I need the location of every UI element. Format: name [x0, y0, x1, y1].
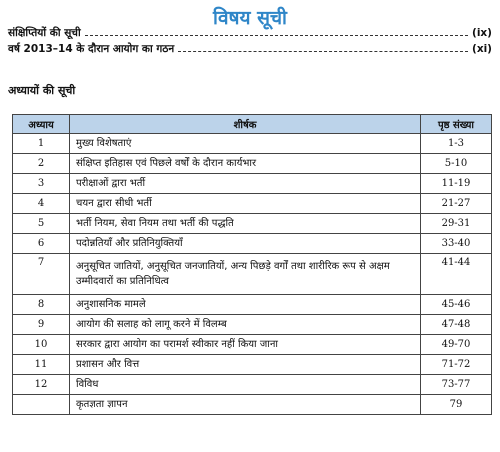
toc-entry-page: (ix) — [472, 27, 492, 39]
chapter-title: विविध — [70, 375, 421, 395]
chapter-title: मुख्य विशेषताएं — [70, 134, 421, 154]
chapter-number: 1 — [13, 134, 70, 154]
table-row[interactable] — [13, 154, 492, 174]
column-header-pages: पृष्ठ संख्या — [421, 115, 492, 134]
chapter-title: आयोग की सलाह को लागू करने में विलम्ब — [70, 315, 421, 335]
chapter-number: 9 — [13, 315, 70, 335]
chapter-number: 6 — [13, 234, 70, 254]
toc-entry-label: वर्ष 2013–14 के दौरान आयोग का गठन — [8, 43, 175, 55]
chapter-title: चयन द्वारा सीधी भर्ती — [70, 194, 421, 214]
toc-entry-commission-composition[interactable] — [8, 42, 492, 58]
chapter-pages: 45-46 — [421, 295, 492, 315]
chapter-pages: 33-40 — [421, 234, 492, 254]
chapter-number: 3 — [13, 174, 70, 194]
table-row[interactable] — [13, 335, 492, 355]
chapter-pages: 73-77 — [421, 375, 492, 395]
table-row[interactable] — [13, 174, 492, 194]
table-header-row — [13, 115, 492, 134]
column-header-title: शीर्षक — [70, 115, 421, 134]
table-row[interactable] — [13, 194, 492, 214]
chapter-pages: 21-27 — [421, 194, 492, 214]
table-row[interactable] — [13, 395, 492, 415]
table-row[interactable] — [13, 295, 492, 315]
chapter-title: भर्ती नियम, सेवा नियम तथा भर्ती की पद्धति — [70, 214, 421, 234]
toc-entry-label: संक्षिप्तियों की सूची — [8, 27, 81, 39]
table-row[interactable] — [13, 375, 492, 395]
chapter-pages: 5-10 — [421, 154, 492, 174]
chapter-pages: 41-44 — [421, 254, 492, 295]
table-row[interactable] — [13, 134, 492, 154]
chapter-title: कृतज्ञता ज्ञापन — [70, 395, 421, 415]
chapter-title: पदोन्नतियाँ और प्रतिनियुक्तियाँ — [70, 234, 421, 254]
chapter-number: 5 — [13, 214, 70, 234]
chapter-number: 2 — [13, 154, 70, 174]
dotted-leader — [178, 50, 468, 52]
chapter-title: सरकार द्वारा आयोग का परामर्श स्वीकार नहीं किया जाना — [70, 335, 421, 355]
table-row[interactable] — [13, 214, 492, 234]
chapter-number: 4 — [13, 194, 70, 214]
table-row[interactable] — [13, 254, 492, 295]
chapter-pages: 47-48 — [421, 315, 492, 335]
chapter-number: 10 — [13, 335, 70, 355]
chapter-pages: 1-3 — [421, 134, 492, 154]
chapter-pages: 11-19 — [421, 174, 492, 194]
chapter-pages: 49-70 — [421, 335, 492, 355]
chapter-title: परीक्षाओं द्वारा भर्ती — [70, 174, 421, 194]
page-title: विषय सूची — [213, 7, 287, 29]
table-row[interactable] — [13, 315, 492, 335]
toc-entry-page: (xi) — [472, 43, 492, 55]
column-header-chapter: अध्याय — [13, 115, 70, 134]
dotted-leader — [85, 34, 468, 36]
chapter-number: 12 — [13, 375, 70, 395]
chapter-pages: 79 — [421, 395, 492, 415]
chapters-heading: अध्यायों की सूची — [8, 84, 76, 97]
chapter-title: संक्षिप्त इतिहास एवं पिछले वर्षों के दौरान कार्यभार — [70, 154, 421, 174]
chapters-table — [12, 114, 492, 415]
chapter-title: अनुशासनिक मामले — [70, 295, 421, 315]
table-row[interactable] — [13, 234, 492, 254]
chapter-pages: 29-31 — [421, 214, 492, 234]
chapter-pages: 71-72 — [421, 355, 492, 375]
chapter-title: प्रशासन और वित्त — [70, 355, 421, 375]
chapter-number: 11 — [13, 355, 70, 375]
toc-entry-abbreviations[interactable] — [8, 26, 492, 42]
chapter-number — [13, 395, 70, 415]
chapter-title: अनुसूचित जातियों, अनुसूचित जनजातियों, अन्य पिछड़े वर्गों तथा शारीरिक रूप से अक्षम उम्मीदवारों का प्रतिनिधित्व — [70, 254, 421, 295]
chapter-number: 7 — [13, 254, 70, 295]
table-row[interactable] — [13, 355, 492, 375]
chapter-number: 8 — [13, 295, 70, 315]
